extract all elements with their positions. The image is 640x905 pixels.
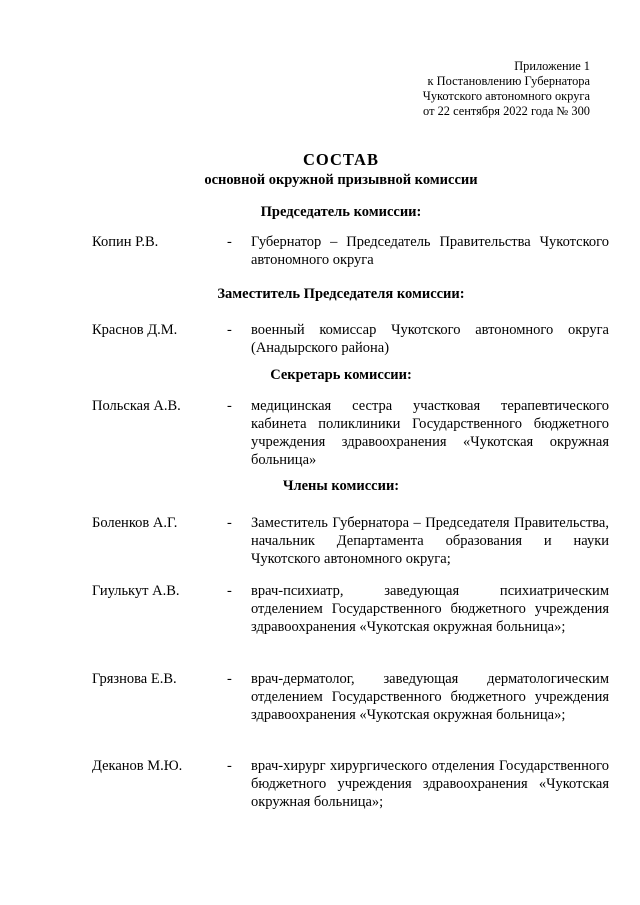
member-role: врач-психиатр, заведующая психиатрическим отделением Государственного бюджетного учреждения здравоохранения «Чукотская окружная больница»; [251,583,609,635]
section-heading-members: Члены комиссии: [282,478,400,494]
member-dash: - [227,671,232,687]
member-role: врач-дерматолог, заведующая дерматологическим отделением Государственного бюджетного учреждения здравоохранения «Чукотская окружная больница»; [251,671,609,723]
member-dash: - [227,758,232,774]
annex-block [423,59,590,119]
member-role: врач-хирург хирургического отделения Государственного бюджетного учреждения здравоохранения «Чукотская окружная больница»; [251,758,609,810]
document-title: СОСТАВ [303,150,379,169]
section-heading-chairman: Председатель комиссии: [260,204,422,220]
member-role: Губернатор – Председатель Правительства Чукотского автономного округа [251,234,609,268]
member-name: Польская А.В. [92,398,181,414]
member-dash: - [227,234,232,250]
section-heading-deputy: Заместитель Председателя комиссии: [217,286,465,302]
document-subtitle: основной окружной призывной комиссии [204,172,478,188]
member-dash: - [227,515,232,531]
member-dash: - [227,583,232,599]
annex-line: Чукотского автономного округа [422,89,590,103]
member-name: Грязнова Е.В. [92,671,177,687]
member-role: медицинская сестра участковая терапевтического кабинета поликлиники Государственного бюджетного учреждения здравоохранения «Чукотская окружная больница» [251,398,609,468]
member-name: Боленков А.Г. [92,515,178,531]
member-role: Заместитель Губернатора – Председателя Правительства, начальник Департамента образования и науки Чукотского автономного округа; [251,515,609,567]
member-role: военный комиссар Чукотского автономного округа (Анадырского района) [251,322,609,356]
member-name: Краснов Д.М. [92,322,178,338]
member-name: Гиулькут А.В. [92,583,180,599]
annex-line: к Постановлению Губернатора [427,74,590,88]
member-name: Копин Р.В. [92,234,159,250]
member-dash: - [227,398,232,414]
annex-line: Приложение 1 [514,59,590,73]
member-dash: - [227,322,232,338]
annex-line: от 22 сентября 2022 года № 300 [423,104,590,118]
member-name: Деканов М.Ю. [92,758,183,774]
section-heading-secretary: Секретарь комиссии: [270,367,412,383]
